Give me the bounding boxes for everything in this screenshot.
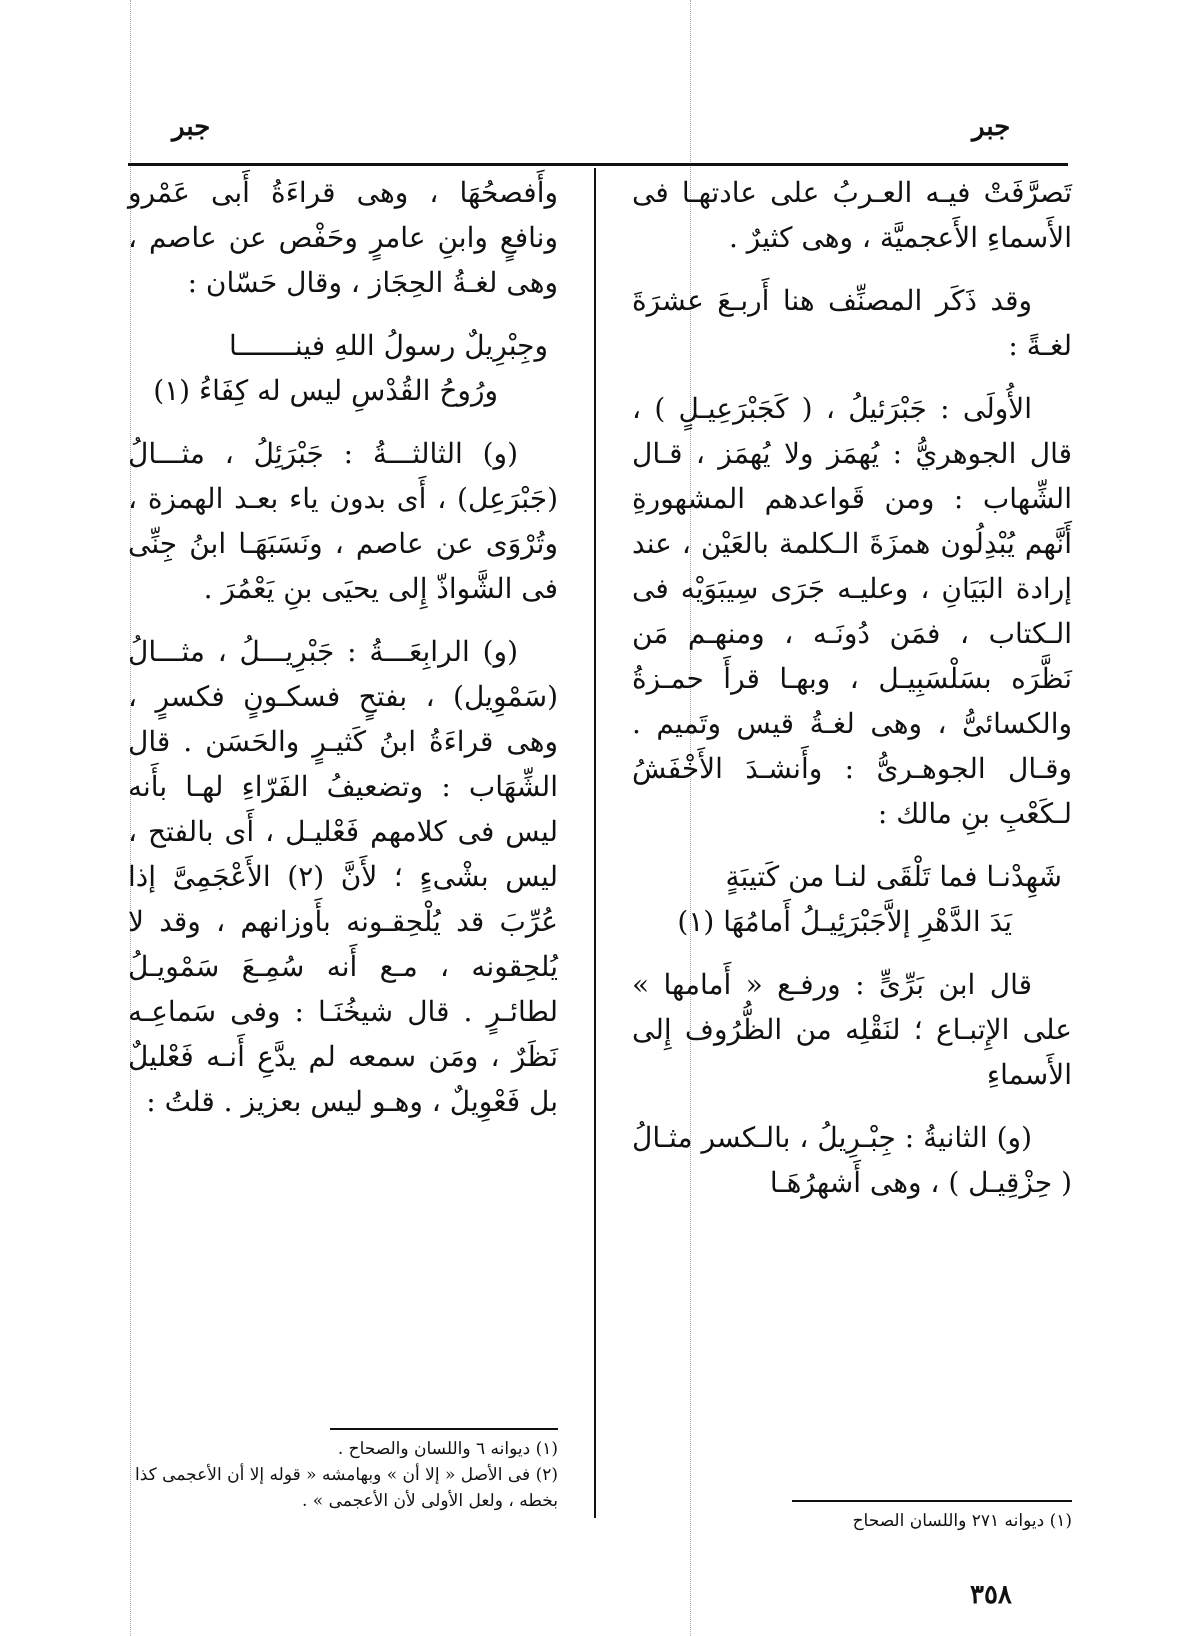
left-paragraph-3: (و) الرابِعَـــةُ : جَبْرِيـــلُ ، مثـــالُ (سَمْوِيل) ، بفتحٍ فسكـونٍ فكسرٍ ، وهى قراءَةُ ابنُ كَثيـرٍ والحَسَن . قال الشِّهَاب : وتضعيفُ الفَرّاءِ لهـا بأَنه ليس فى كلامهم فَعْليـل ، أَى بالفتح ، ليس بشْىءٍ ؛ لأَنَّ (٢) الأَعْجَمِىَّ إذا عُرِّبَ قد يُلْحِقـونه بأَوزانهم ، وقد لا يُلحِقونه ، مـع أَنه سُمِـعَ سَمْويـلُ لطائـرٍ . قال شيخُنَـا : وفى سَماعِـه نَظَرٌ ، ومَن سمعه لم يدَّعِ أَنـه فَعْليلٌ بل فَعْوِيلٌ ، وهـو ليس بعزيز . قلتُ : <box>128 635 558 1118</box>
footnote-left-2: (٢) فى الأصل « إلا أن » وبهامشه « قوله إلا أن الأعجمى كذا بخطه ، ولعل الأولى لأن الأعجمى » . <box>135 1465 558 1511</box>
footnote-left-1: (١) ديوانه ٦ واللسان والصحاح . <box>337 1439 558 1459</box>
right-paragraph-1: تَصرَّفَتْ فيـه العـربُ على عادتهـا فى الأَسماءِ الأَعجميَّة ، وهى كثيرٌ . <box>632 176 1072 254</box>
right-poem-verse-2: يَدَ الدَّهْرِ إلاَّجَبْرَئِيـلُ أَمامُهَا (١) <box>677 905 1012 938</box>
left-poem-verse-2: ورُوحُ القُدْسِ ليس له كِفَاءُ (١) <box>153 374 498 407</box>
footnotes-right <box>632 1508 1072 1534</box>
header-rule <box>128 163 1068 166</box>
footnote-rule-left <box>330 1428 558 1430</box>
right-column <box>632 170 1072 1223</box>
right-paragraph-2: وقد ذَكَر المصنِّف هنا أَربـعَ عشرَةَ لغـةً : <box>632 284 1072 362</box>
running-head-left: جبر <box>172 112 211 142</box>
column-divider <box>594 168 596 1518</box>
running-head-right: جبر <box>972 112 1011 142</box>
footnotes-left <box>128 1436 558 1514</box>
footnote-rule-right <box>792 1500 1072 1502</box>
right-poem-verse-1: شَهِدْنـا فما تَلْقَى لنـا من كَتيبَةٍ <box>725 860 1062 893</box>
page-number: ٣٥٨ <box>970 1580 1012 1610</box>
left-poem <box>128 323 558 413</box>
right-poem <box>632 854 1072 944</box>
right-paragraph-4: قال ابن بَرِّىٍّ : ورفـع « أَمامها » على الإِتبـاع ؛ لنَقْلِه من الظُّرُوف إِلى الأَسماءِ <box>632 968 1072 1091</box>
left-column <box>128 170 558 1142</box>
right-paragraph-3: الأُولَى : جَبْرَئيلُ ، ( كَجَبْرَعِيـلٍ ) ، قال الجوهريُّ : يُهمَز ولا يُهمَز ، قـال الشِّهاب : ومن قَواعدهم المشهورةِ أَنَّهم يُبْدِلُون همزَةَ الـكلمة بالعَيْن ، عند إرادة البَيَانِ ، وعليـه جَرَى سِيبَوَيْه فى الـكتاب ، فمَن دُونَـه ، ومنهـم مَن نَظَّرَه بسَلْسَبِيـل ، وبهـا قرأَ حمـزةُ والكسائىُّ ، وهى لغـةُ قيس وتَميم . وقـال الجوهـرىُّ : وأَنشـدَ الأَخْفَشُ لـكَعْبِ بنِ مالك : <box>632 392 1072 830</box>
footnote-right-1: (١) ديوانه ٢٧١ واللسان الصحاح <box>852 1511 1072 1531</box>
right-paragraph-5: (و) الثانيةُ : جِبْـرِيلُ ، بالـكسر مثـالُ ( حِزْقِيـل ) ، وهى أَشهرُهَـا <box>632 1121 1072 1199</box>
left-paragraph-2: (و) الثالثـــةُ : جَبْرَئِلُ ، مثـــالُ (جَبْرَعِل) ، أَى بدون ياء بعـد الهمزة ، وتُرْوَى عن عاصم ، ونَسَبَهَـا ابنُ جِنِّى فى الشَّواذّ إِلى يحيَى بنِ يَعْمُرَ . <box>128 437 558 605</box>
left-paragraph-1: وأَفصحُهَا ، وهى قراءَةُ أَبى عَمْرو ونافعٍ وابنِ عامرٍ وحَفْص عن عاصم ، وهى لغـةُ الحِجَاز ، وقال حَسّان : <box>128 176 558 299</box>
left-poem-verse-1: وجِبْرِيلٌ رسولُ اللهِ فينـــــــا <box>228 329 548 362</box>
